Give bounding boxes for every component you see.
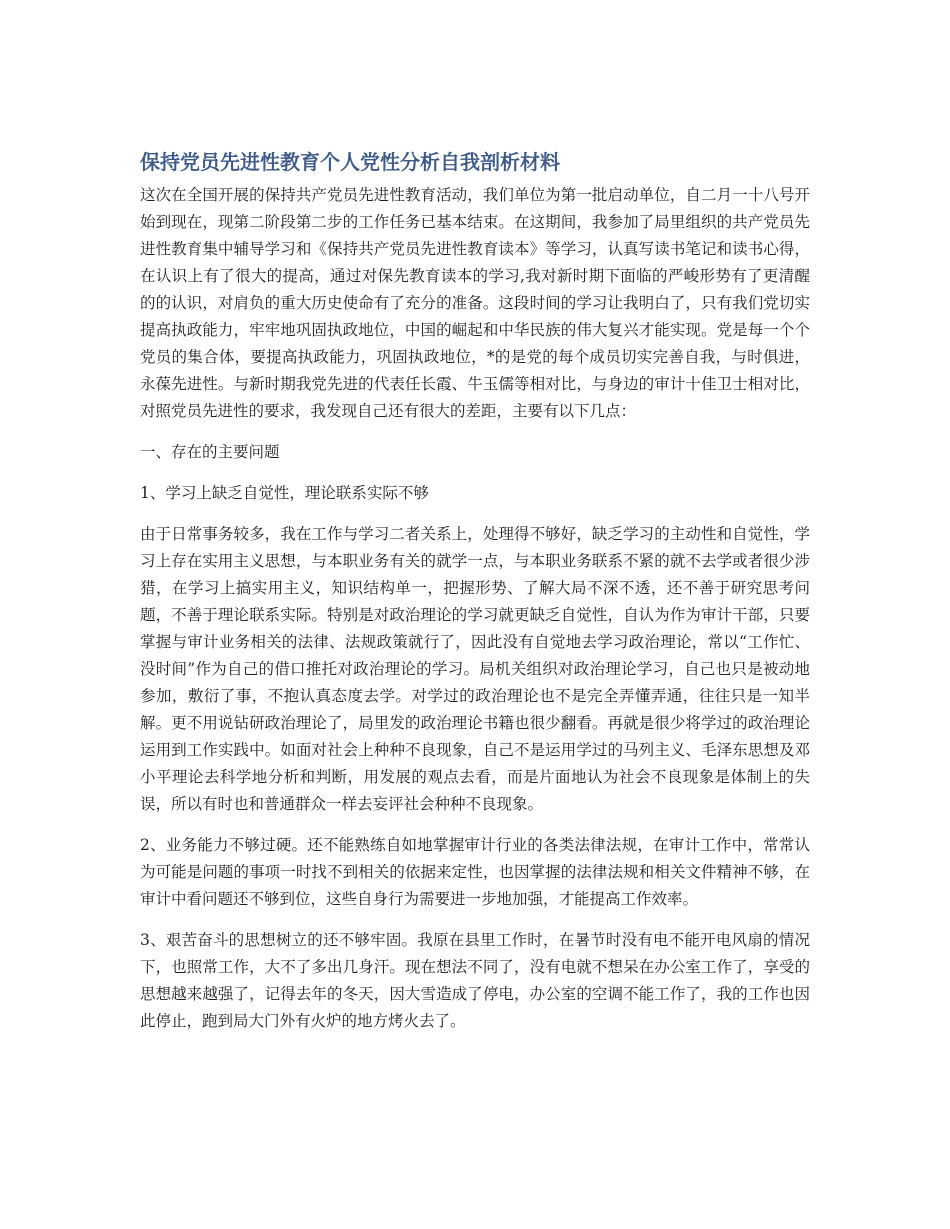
item-3-paragraph: 3、艰苦奋斗的思想树立的还不够牢固。我原在县里工作时，在暑节时没有电不能开电风扇的情况下，也照常工作，大不了多出几身汗。现在想法不同了，没有电就不想呆在办公室工作了，享受的思想越来越强了，记得去年的冬天，因大雪造成了停电，办公室的空调不能工作了，我的工作也因此停止，跑到局大门外有火炉的地方烤火去了。 <box>140 931 810 1030</box>
item-2-paragraph: 2、业务能力不够过硬。还不能熟练自如地掌握审计行业的各类法律法规，在审计工作中，常常认为可能是问题的事项一时找不到相关的依据来定性，也因掌握的法律法规和相关文件精神不够，在审计中看问题还不够到位，这些自身行为需要进一步地加强，才能提高工作效率。 <box>140 836 810 908</box>
document-page <box>140 148 810 1035</box>
item-1-heading: 1、学习上缺乏自觉性，理论联系实际不够 <box>140 484 429 502</box>
section-heading-problems: 一、存在的主要问题 <box>140 443 280 461</box>
item-1-body: 由于日常事务较多，我在工作与学习二者关系上，处理得不够好，缺乏学习的主动性和自觉性，学习上存在实用主义思想，与本职业务有关的就学一点，与本职业务联系不紧的就不去学或者很少涉猎，在学习上搞实用主义，知识结构单一，把握形势、了解大局不深不透，还不善于研究思考问题，不善于理论联系实际。特别是对政治理论的学习就更缺乏自觉性，自认为作为审计干部，只要掌握与审计业务相关的法律、法规政策就行了，因此没有自觉地去学习政治理论，常以“工作忙、没时间”作为自己的借口推托对政治理论的学习。局机关组织对政治理论学习，自己也只是被动地参加，敷衍了事，不抱认真态度去学。对学过的政治理论也不是完全弄懂弄通，往往只是一知半解。更不用说钻研政治理论了，局里发的政治理论书籍也很少翻看。再就是很少将学过的政治理论运用到工作实践中。如面对社会上种种不良现象，自己不是运用学过的马列主义、毛泽东思想及邓小平理论去科学地分析和判断，用发展的观点去看，而是片面地认为社会不良现象是体制上的失误，所以有时也和普通群众一样去妄评社会种种不良现象。 <box>140 525 810 813</box>
document-title: 保持党员先进性教育个人党性分析自我剖析材料 <box>140 150 560 174</box>
intro-paragraph: 这次在全国开展的保持共产党员先进性教育活动，我们单位为第一批启动单位，自二月一十八号开始到现在，现第二阶段第二步的工作任务已基本结束。在这期间，我参加了局里组织的共产党员先进性教育集中辅导学习和《保持共产党员先进性教育读本》等学习，认真写读书笔记和读书心得，在认识上有了很大的提高，通过对保先教育读本的学习,我对新时期下面临的严峻形势有了更清醒的的认识，对肩负的重大历史使命有了充分的准备。这段时间的学习让我明白了，只有我们党切实提高执政能力，牢牢地巩固执政地位，中国的崛起和中华民族的伟大复兴才能实现。党是每一个个党员的集合体，要提高执政能力，巩固执政地位，*的是党的每个成员切实完善自我，与时俱进，永葆先进性。与新时期我党先进的代表任长霞、牛玉儒等相对比，与身边的审计十佳卫士相对比，对照党员先进性的要求，我发现自己还有很大的差距，主要有以下几点： <box>140 186 810 420</box>
